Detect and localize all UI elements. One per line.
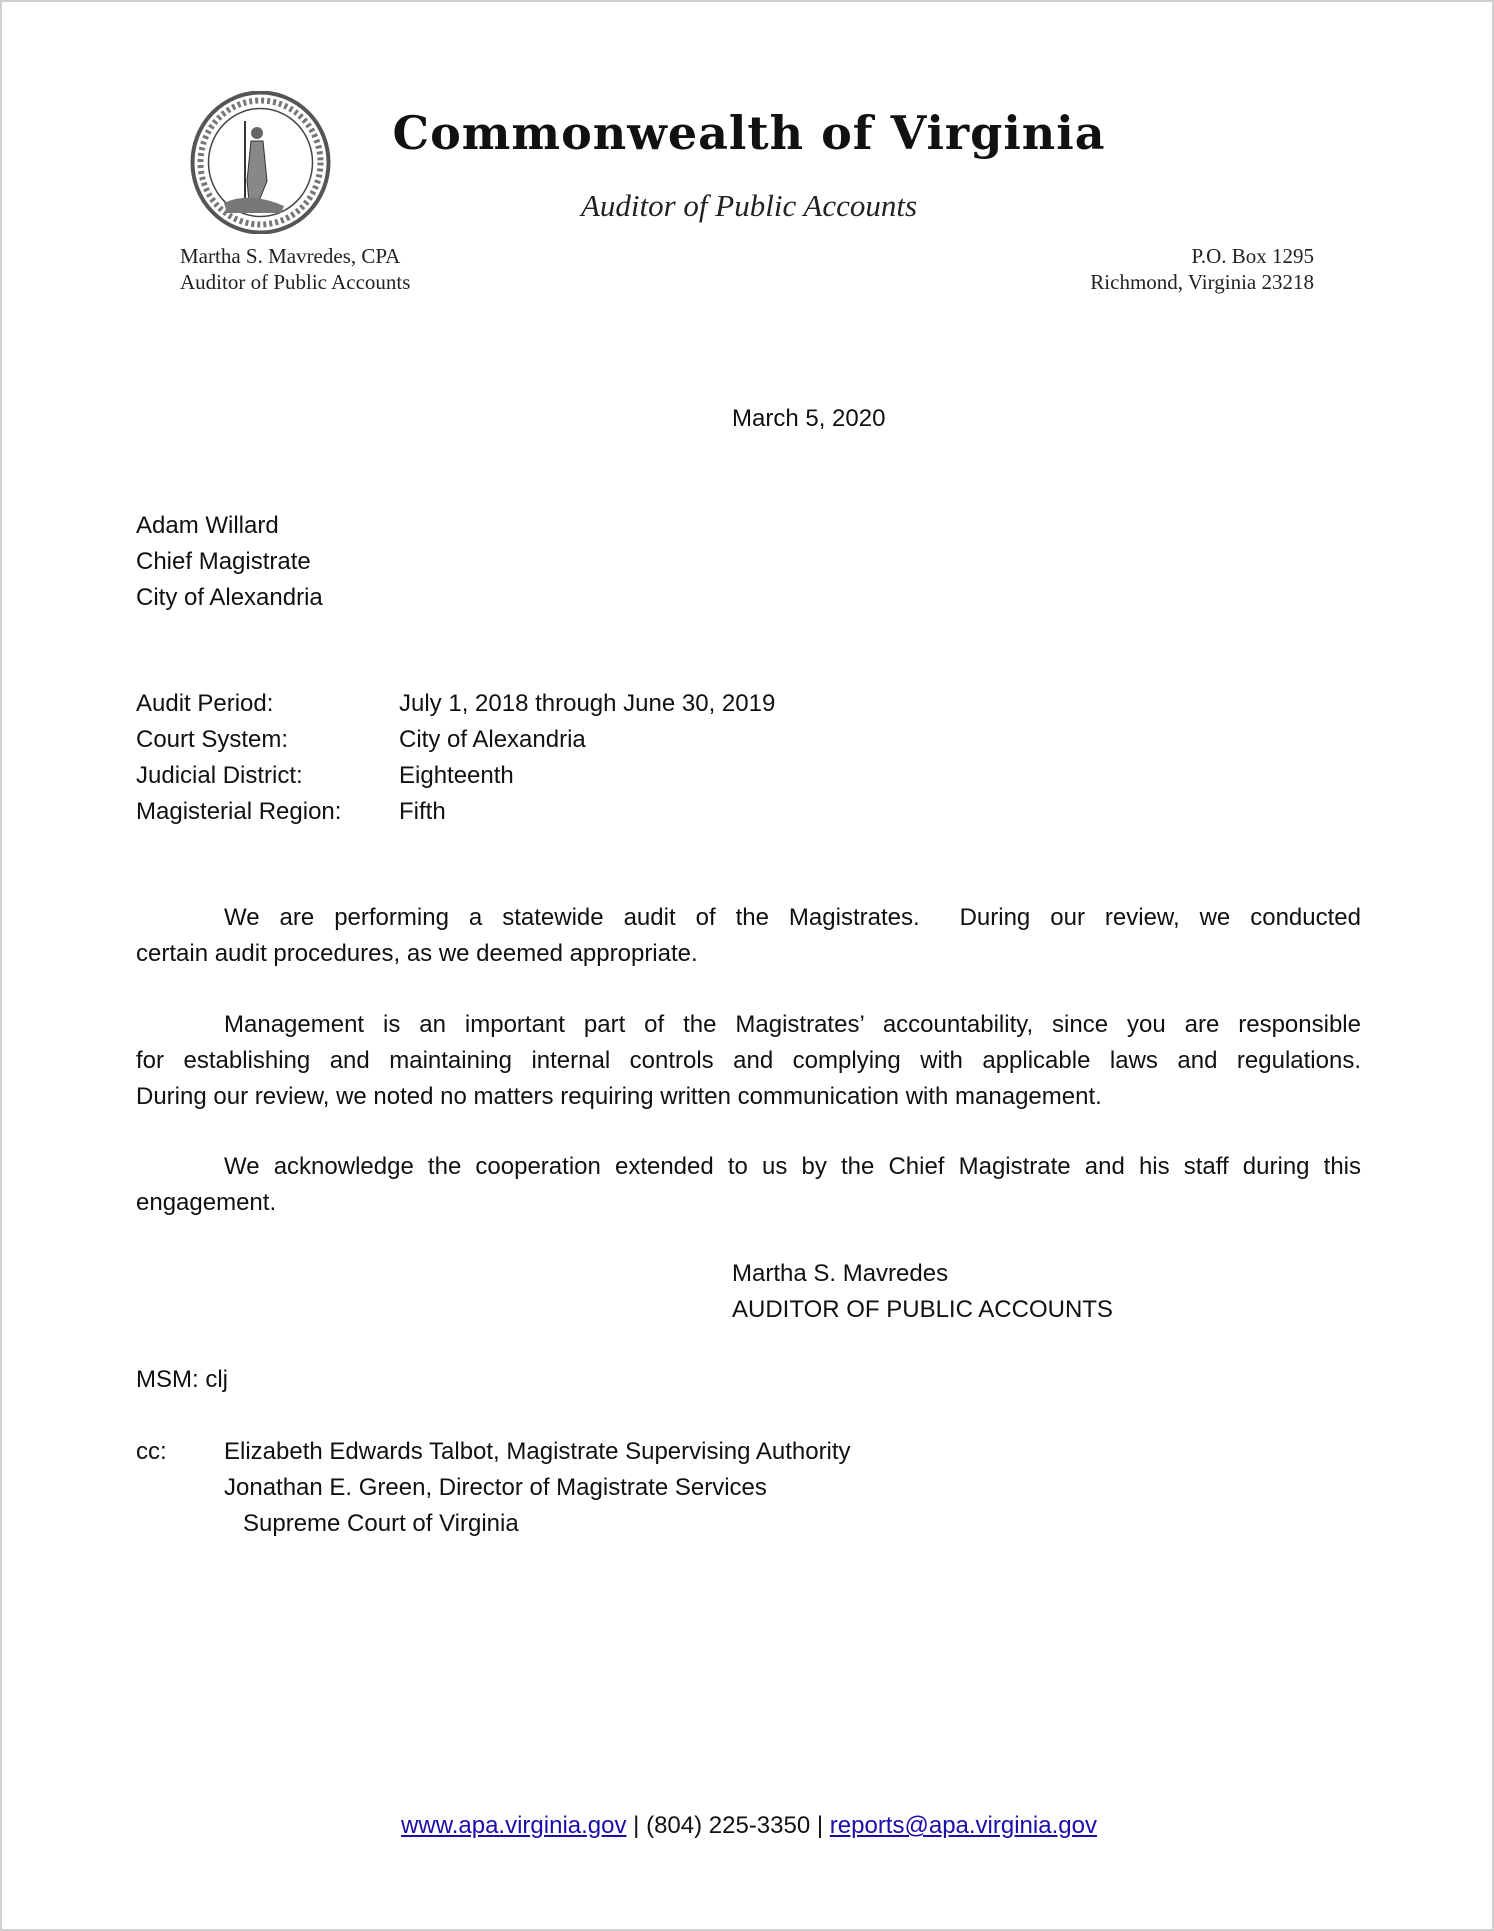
recipient-name: Adam Willard — [136, 512, 279, 539]
initials: MSM: clj — [136, 1366, 228, 1393]
audit-period-value: July 1, 2018 through June 30, 2019 — [399, 690, 776, 717]
paragraph-2 — [136, 1007, 1361, 1115]
paragraph-3 — [136, 1149, 1361, 1221]
judicial-district-value: Eighteenth — [399, 762, 514, 789]
cc-block — [136, 1434, 1136, 1542]
email-link[interactable]: reports@apa.virginia.gov — [829, 1812, 1097, 1839]
cc-recipient: Elizabeth Edwards Talbot, Magistrate Supervising Authority — [224, 1438, 851, 1465]
audit-info-block — [136, 686, 775, 830]
recipient-title: Chief Magistrate — [136, 548, 311, 575]
court-system-value: City of Alexandria — [399, 726, 586, 753]
paragraph-line: for establishing and maintaining internal controls and complying with applicable laws and regulations. — [136, 1047, 1361, 1074]
auditor-name: Martha S. Mavredes, CPA — [180, 244, 401, 268]
paragraph-line: certain audit procedures, as we deemed appropriate. — [136, 940, 698, 967]
cc-label: cc: — [136, 1438, 167, 1465]
judicial-district-row — [136, 758, 775, 794]
website-link[interactable]: www.apa.virginia.gov — [401, 1812, 627, 1839]
paragraph-line: We acknowledge the cooperation extended to us by the Chief Magistrate and his staff during this — [224, 1153, 1361, 1180]
magisterial-region-value: Fifth — [399, 798, 446, 825]
cc-organization: Supreme Court of Virginia — [243, 1510, 519, 1537]
court-system-label: Court System: — [136, 726, 289, 753]
city-state-zip: Richmond, Virginia 23218 — [1090, 270, 1314, 294]
recipient-organization: City of Alexandria — [136, 584, 323, 611]
judicial-district-label: Judicial District: — [136, 762, 303, 789]
magisterial-region-label: Magisterial Region: — [136, 798, 342, 825]
paragraph-line: engagement. — [136, 1189, 277, 1216]
po-box: P.O. Box 1295 — [1191, 244, 1314, 268]
signer-title: AUDITOR OF PUBLIC ACCOUNTS — [732, 1296, 1113, 1323]
letterhead-right-block — [1090, 243, 1314, 295]
audit-period-label: Audit Period: — [136, 690, 274, 717]
letterhead-left-block — [180, 243, 410, 295]
court-system-row — [136, 722, 775, 758]
footer — [2, 1808, 1494, 1844]
letterhead-title: Commonwealth of Virginia — [392, 106, 1106, 160]
audit-period-row — [136, 686, 775, 722]
letter-date: March 5, 2020 — [732, 405, 886, 432]
footer-separator: | — [633, 1812, 640, 1839]
paragraph-line: During our review, we noted no matters requiring written communication with management. — [136, 1083, 1102, 1110]
paragraph-line: We are performing a statewide audit of the Magistrates. During our review, we conducted — [224, 904, 1361, 931]
auditor-title: Auditor of Public Accounts — [180, 270, 411, 294]
magisterial-region-row — [136, 794, 775, 830]
recipient-block — [136, 508, 323, 616]
phone-number: (804) 225-3350 — [646, 1812, 811, 1839]
paragraph-1 — [136, 900, 1361, 972]
signer-name: Martha S. Mavredes — [732, 1260, 949, 1287]
paragraph-line: Management is an important part of the Magistrates’ accountability, since you are responsible — [224, 1011, 1361, 1038]
letterhead-subtitle: Auditor of Public Accounts — [580, 188, 918, 223]
signature-block — [732, 1256, 1113, 1328]
footer-separator: | — [816, 1812, 824, 1839]
cc-recipient: Jonathan E. Green, Director of Magistrate Services — [224, 1474, 767, 1501]
